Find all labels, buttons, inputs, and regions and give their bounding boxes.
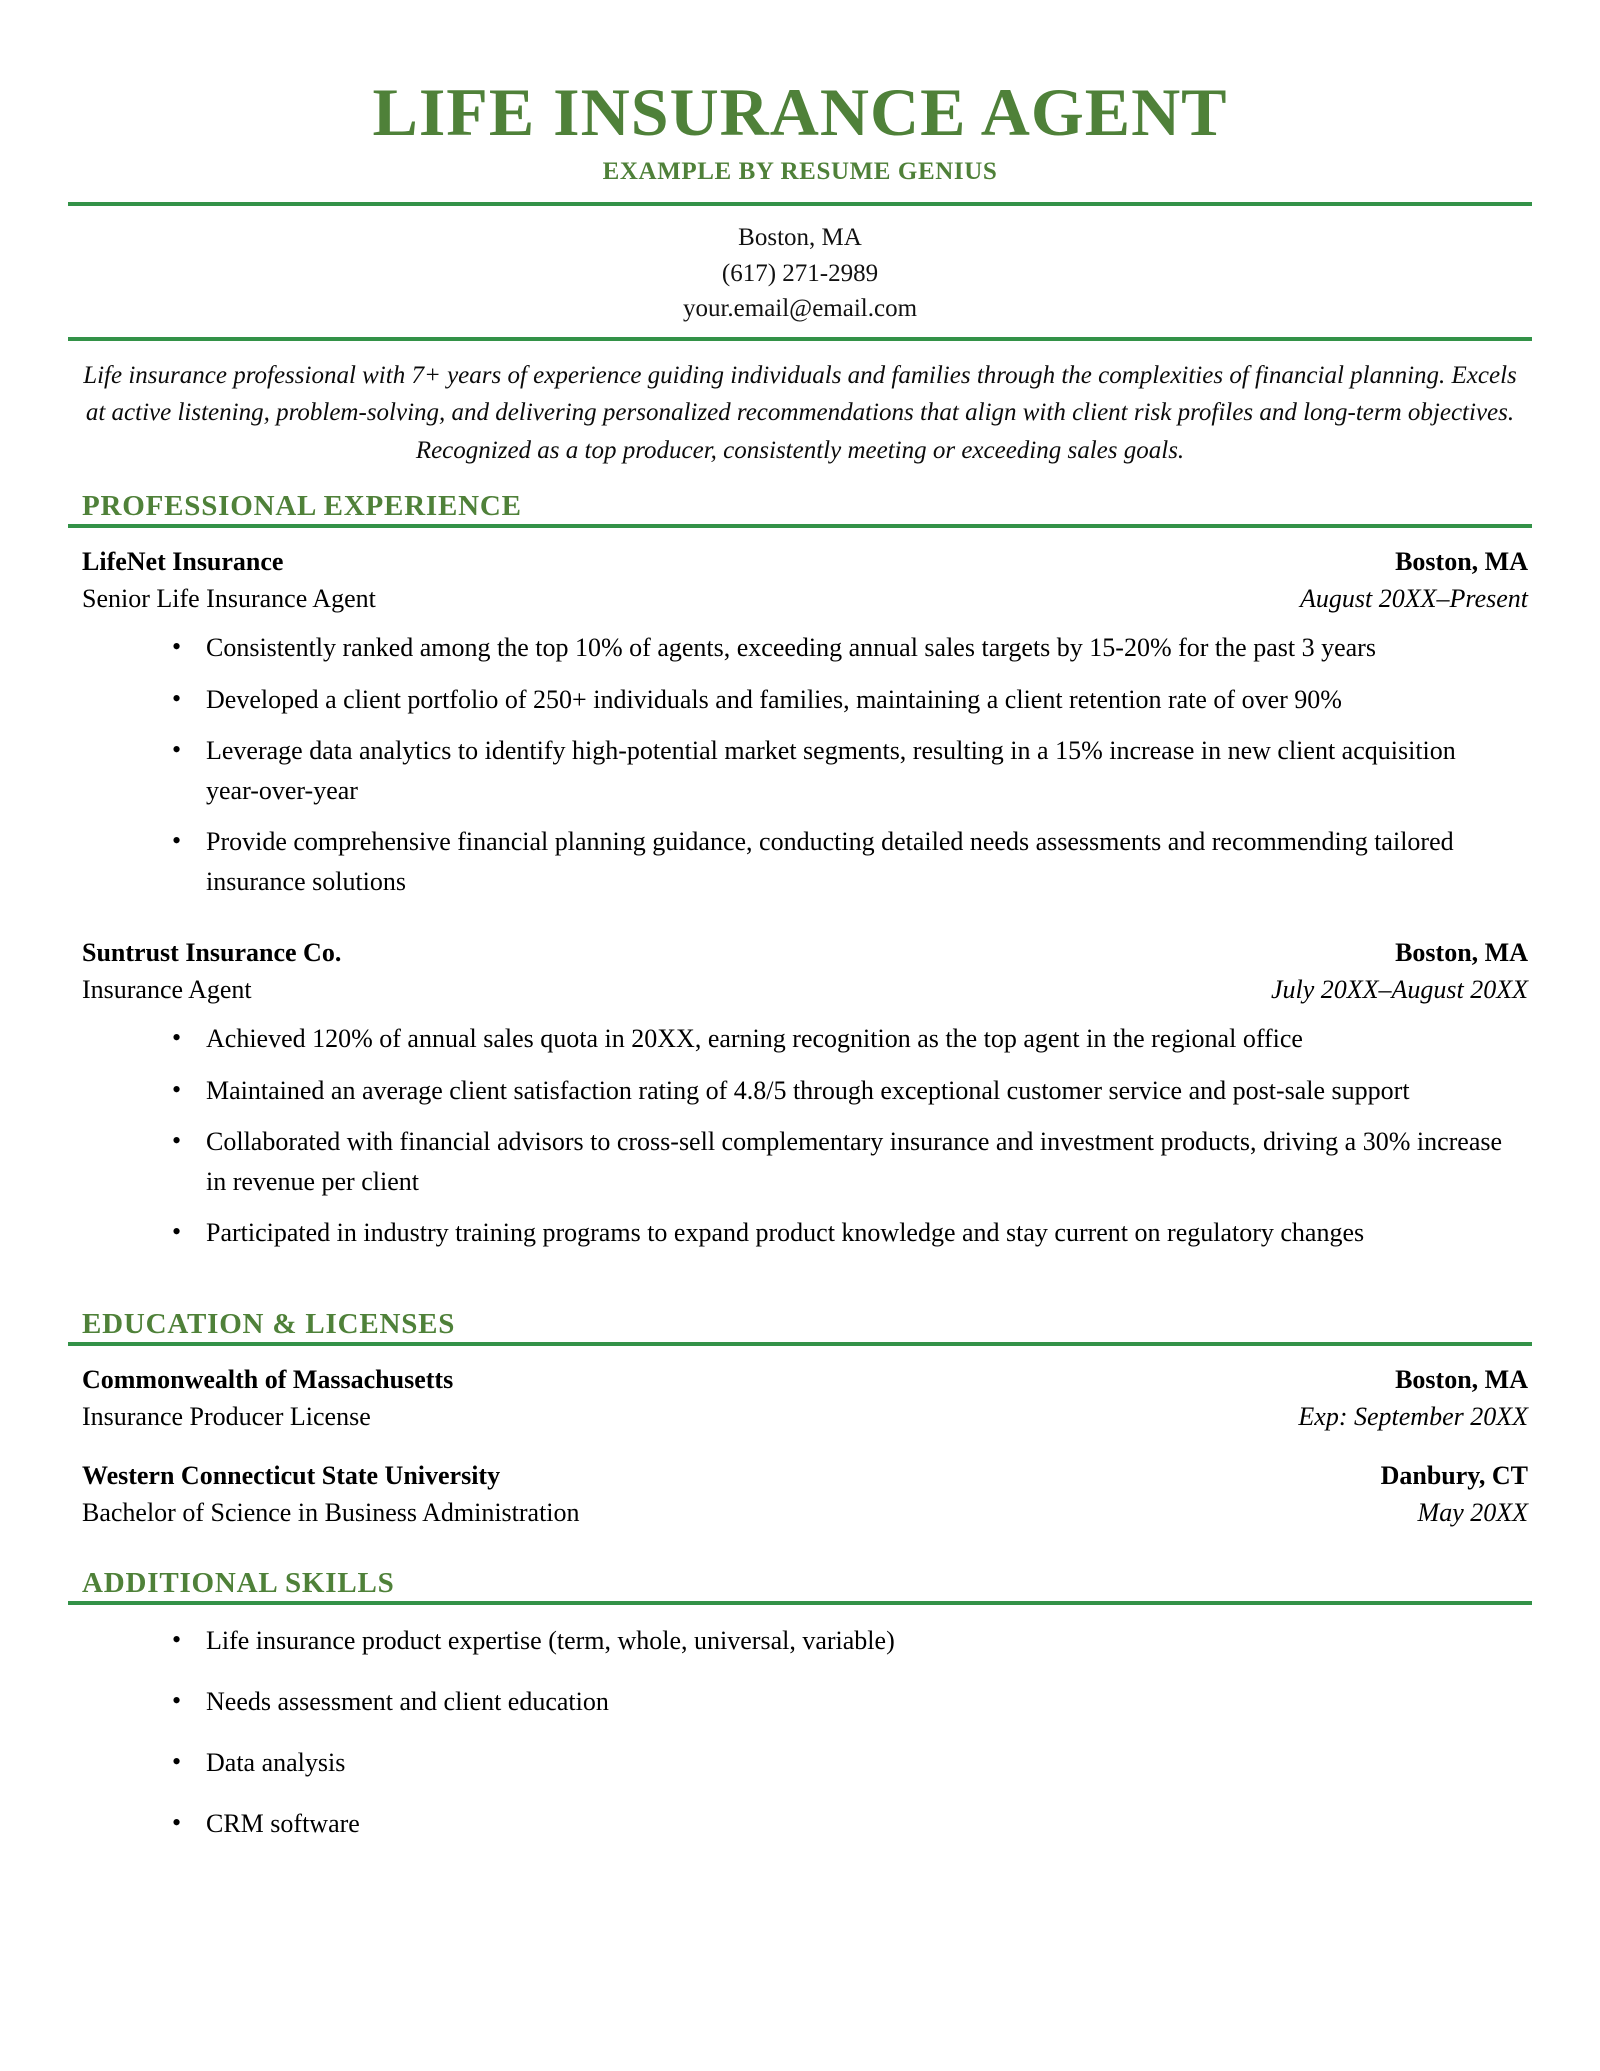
experience-role: Senior Life Insurance Agent — [82, 584, 376, 614]
experience-entry-org-row — [68, 544, 1532, 581]
education-credential: Bachelor of Science in Business Administration — [82, 1497, 580, 1527]
education-dates: Exp: September 20XX — [1298, 1402, 1528, 1432]
contact-location: Boston, MA — [738, 224, 862, 251]
education-dates: May 20XX — [1417, 1497, 1528, 1527]
section-heading-skills: ADDITIONAL SKILLS — [82, 1566, 395, 1599]
list-item: • Consistently ranked among the top 10% of agents, exceeding annual sales targets by 15-20% for the past 3 years — [172, 628, 1502, 668]
section-divider-education — [68, 1342, 1532, 1346]
resume-subtitle: EXAMPLE BY RESUME GENIUS — [602, 158, 998, 185]
education-entry-org-row — [68, 1362, 1532, 1399]
experience-dates: August 20XX–Present — [1300, 584, 1528, 614]
experience-organization: Suntrust Insurance Co. — [82, 938, 342, 968]
section-heading-experience: PROFESSIONAL EXPERIENCE — [82, 490, 522, 522]
section-spacer — [68, 1538, 1532, 1554]
education-credential: Insurance Producer License — [82, 1402, 371, 1432]
list-item: • Developed a client portfolio of 250+ individuals and families, maintaining a client retention rate of over 90% — [172, 680, 1502, 720]
list-item: • CRM software — [172, 1804, 1502, 1843]
list-item: • Provide comprehensive financial planning guidance, conducting detailed needs assessments and recommending tailored insurance solutions — [172, 822, 1502, 901]
list-item: • Participated in industry training programs to expand product knowledge and stay current on regulatory changes — [172, 1213, 1502, 1253]
section-professional-experience — [68, 487, 1532, 1253]
education-location: Danbury, CT — [1380, 1460, 1528, 1490]
list-item: • Achieved 120% of annual sales quota in 20XX, earning recognition as the top agent in the regional office — [172, 1019, 1502, 1059]
section-spacer — [68, 1265, 1532, 1295]
experience-bullet-list — [68, 628, 1532, 901]
list-item: • Leverage data analytics to identify high-potential market segments, resulting in a 15% increase in new client acquisition year-over-year — [172, 731, 1502, 810]
education-entry-credential-row — [68, 1399, 1532, 1436]
education-entry — [68, 1362, 1532, 1436]
section-additional-skills — [68, 1564, 1532, 1843]
section-divider-skills — [68, 1601, 1532, 1605]
professional-summary: Life insurance professional with 7+ years of experience guiding individuals and families through the complexities of financial planning. Excels at active listening, problem-solving, and delivering personalized recommendations that align with client risk profiles and long-term objectives. Recognized as a top producer, consistently meeting or exceeding sales goals. — [83, 361, 1517, 464]
education-location: Boston, MA — [1395, 1365, 1528, 1395]
list-item: • Life insurance product expertise (term, whole, universal, variable) — [172, 1621, 1502, 1660]
experience-entry — [68, 935, 1532, 1252]
skills-list — [68, 1621, 1532, 1843]
list-item: • Needs assessment and client education — [172, 1682, 1502, 1721]
education-organization: Commonwealth of Massachusetts — [82, 1365, 454, 1395]
experience-dates: July 20XX–August 20XX — [1270, 975, 1528, 1005]
list-item: • Collaborated with financial advisors to cross-sell complementary insurance and investment products, driving a 30% increase in revenue per client — [172, 1122, 1502, 1201]
education-entry-org-row — [68, 1458, 1532, 1495]
experience-organization: LifeNet Insurance — [82, 547, 284, 577]
contact-phone[interactable]: (617) 271-2989 — [721, 259, 879, 287]
section-heading-education: EDUCATION & LICENSES — [82, 1307, 456, 1340]
education-organization: Western Connecticut State University — [82, 1460, 501, 1490]
contact-block — [68, 206, 1532, 337]
experience-entry — [68, 544, 1532, 901]
experience-entry-role-row — [68, 581, 1532, 618]
contact-email[interactable]: your.email@email.com — [682, 295, 918, 322]
page-title: LIFE INSURANCE AGENT — [372, 74, 1228, 150]
list-item: • Data analysis — [172, 1743, 1502, 1782]
experience-entry-role-row — [68, 972, 1532, 1009]
experience-entry-org-row — [68, 935, 1532, 972]
experience-location: Boston, MA — [1395, 547, 1528, 577]
resume-header — [68, 74, 1532, 477]
education-entry — [68, 1458, 1532, 1532]
list-item: • Maintained an average client satisfaction rating of 4.8/5 through exceptional customer service and post-sale support — [172, 1071, 1502, 1111]
education-entry-credential-row — [68, 1495, 1532, 1532]
experience-location: Boston, MA — [1395, 938, 1528, 968]
experience-bullet-list — [68, 1019, 1532, 1253]
experience-role: Insurance Agent — [82, 975, 252, 1005]
section-education-licenses — [68, 1305, 1532, 1532]
section-divider-experience — [68, 524, 1532, 528]
